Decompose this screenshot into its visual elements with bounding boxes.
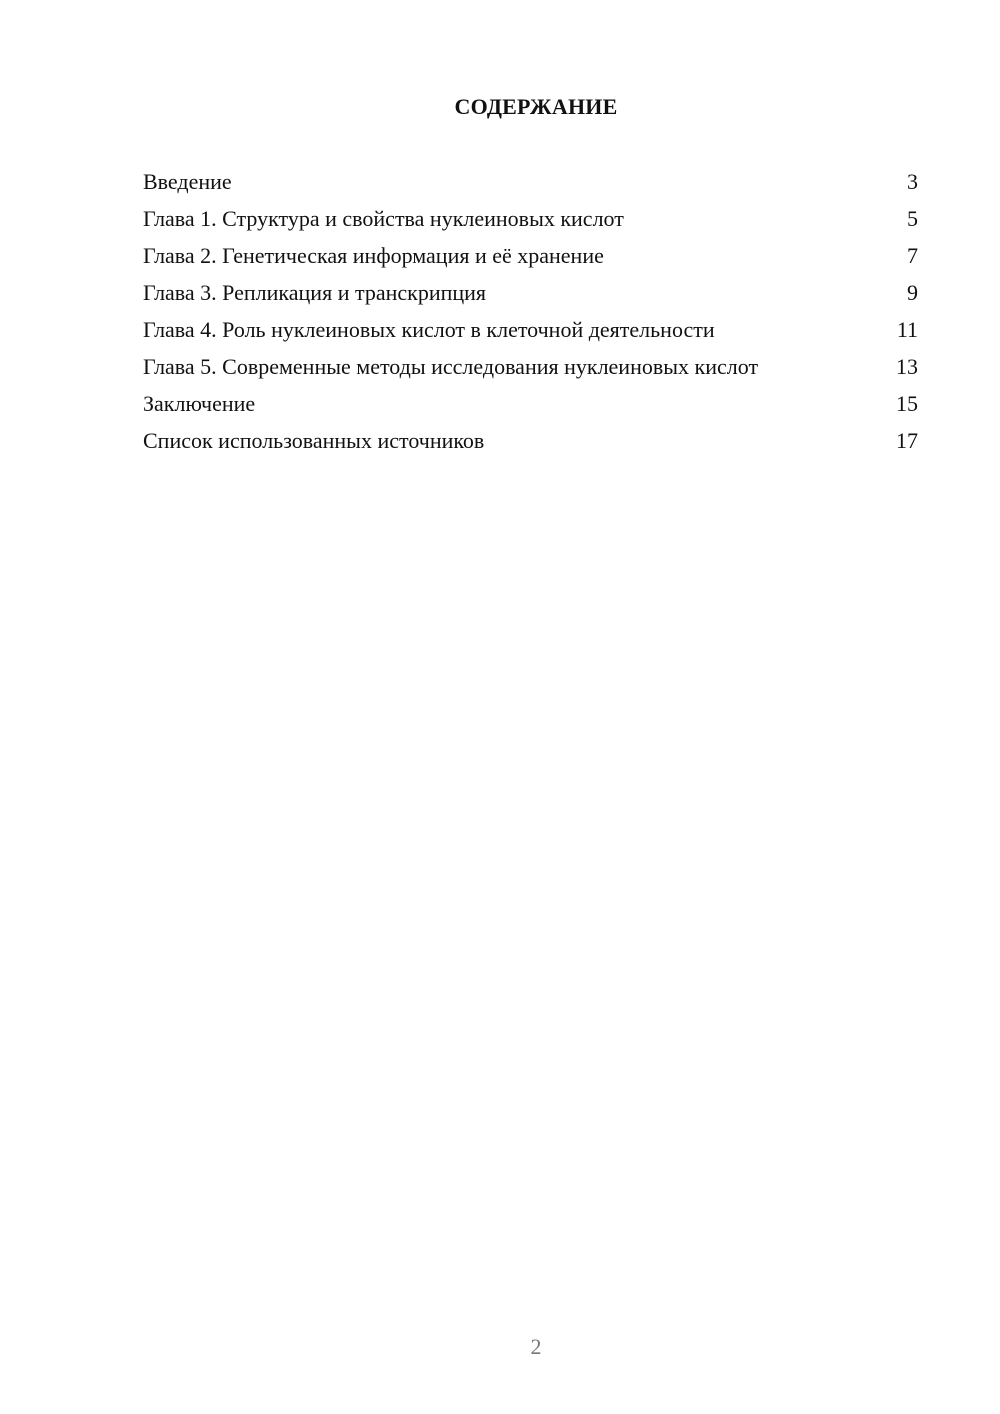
toc-entry-chapter-2 — [143, 242, 918, 270]
page-number: 2 — [530, 1334, 542, 1359]
toc-entry-page: 5 — [907, 206, 918, 231]
toc-entry-chapter-1 — [143, 205, 918, 233]
toc-entry-title: Список использованных источников — [143, 428, 485, 453]
toc-entry-title: Глава 1. Структура и свойства нуклеиновых кислот — [143, 206, 624, 231]
toc-entry-title: Глава 5. Современные методы исследования нуклеиновых кислот — [143, 354, 759, 379]
toc-entry-references — [143, 427, 918, 455]
toc-entry-chapter-4 — [143, 316, 918, 344]
toc-entry-introduction — [143, 168, 918, 196]
toc-entry-title: Заключение — [143, 391, 256, 416]
toc-entry-title: Введение — [143, 169, 232, 194]
toc-entry-page: 13 — [896, 354, 918, 379]
toc-entry-page: 3 — [907, 169, 918, 194]
toc-entry-page: 7 — [907, 243, 918, 268]
toc-entry-page: 9 — [907, 280, 918, 305]
toc-entry-chapter-3 — [143, 279, 918, 307]
toc-entry-title: Глава 4. Роль нуклеиновых кислот в клеточной деятельности — [143, 317, 715, 342]
table-of-contents — [143, 168, 918, 464]
toc-entry-title: Глава 2. Генетическая информация и её хранение — [143, 243, 604, 268]
toc-entry-chapter-5 — [143, 353, 918, 381]
page-title: СОДЕРЖАНИЕ — [454, 94, 618, 119]
toc-entry-conclusion — [143, 390, 918, 418]
toc-entry-page: 17 — [896, 428, 918, 453]
toc-entry-title: Глава 3. Репликация и транскрипция — [143, 280, 487, 305]
toc-entry-page: 11 — [896, 317, 918, 342]
toc-entry-page: 15 — [896, 391, 918, 416]
